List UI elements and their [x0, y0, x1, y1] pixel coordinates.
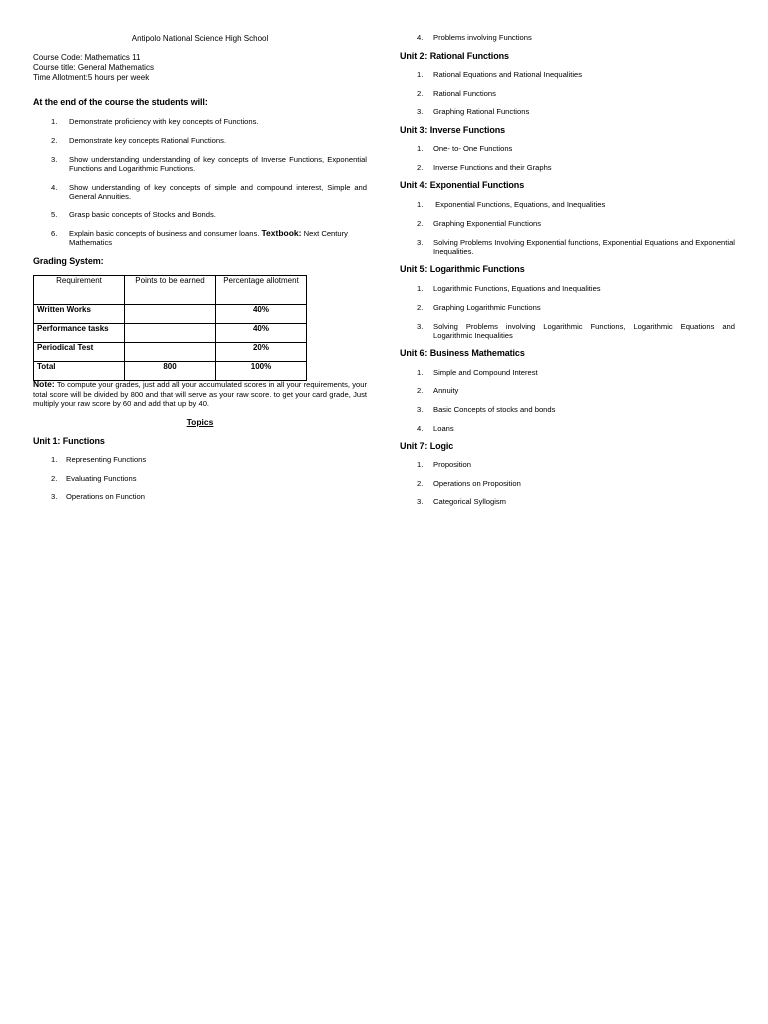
unit-title: Unit 1: Functions [33, 436, 105, 446]
unit-title: Unit 2: Rational Functions [400, 51, 509, 61]
course-code: Course Code: Mathematics 11 [33, 53, 141, 62]
grading-note [33, 380, 367, 409]
objectives-heading: At the end of the course the students will: [33, 97, 208, 107]
course-title: Course title: General Mathematics [33, 63, 154, 72]
course-meta [33, 53, 154, 83]
grading-table [33, 275, 307, 381]
unit-title: Unit 4: Exponential Functions [400, 180, 525, 190]
note-label: Note: [33, 379, 55, 389]
table-row: Periodical Test 20% [34, 343, 307, 362]
table-row: Written Works 40% [34, 305, 307, 324]
textbook-label: Textbook: [261, 228, 302, 238]
topics-title: Topics [186, 417, 214, 427]
textbook-value: Next Century Mathematics [69, 229, 348, 247]
school-name: Antipolo National Science High School [131, 34, 269, 43]
table-header-row [34, 276, 307, 305]
time-allotment: Time Allotment:5 hours per week [33, 73, 150, 82]
grading-heading: Grading System: [33, 256, 104, 266]
unit-title: Unit 3: Inverse Functions [400, 125, 506, 135]
table-row: Total 800 100% [34, 362, 307, 381]
header-requirement: Requirement [34, 276, 125, 305]
unit-title: Unit 7: Logic [400, 441, 454, 451]
note-text: To compute your grades, just add all your accumulated scores in all your requirements, your total score will be divided by 800 and that will serve as your raw score. to get your card grade, Just multiply your raw score by 60 and add that up by 40. [33, 380, 367, 408]
table-row: Performance tasks 40% [34, 324, 307, 343]
unit-title: Unit 6: Business Mathematics [400, 348, 525, 358]
header-points: Points to be earned [125, 276, 216, 305]
unit-title: Unit 5: Logarithmic Functions [400, 264, 525, 274]
header-percentage: Percentage allotment [216, 276, 307, 305]
objective-text: Explain basic concepts of business and consumer loans. [69, 229, 260, 238]
